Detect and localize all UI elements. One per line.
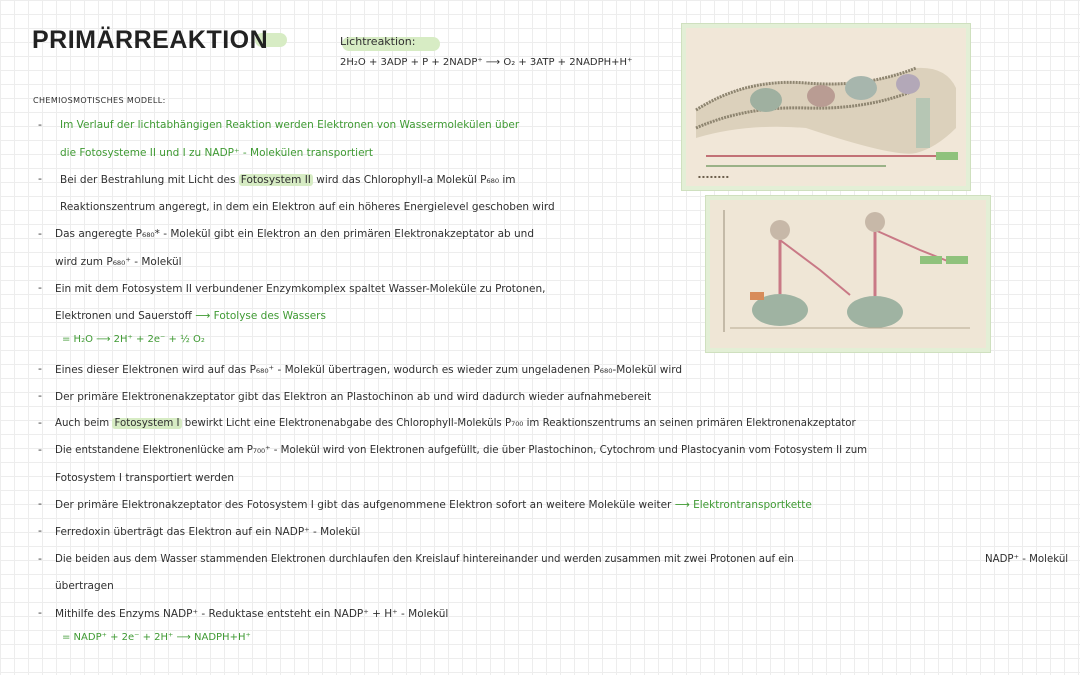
bullet-marker: - xyxy=(38,118,42,131)
text-line-12a: Auch beim xyxy=(55,418,110,429)
lichtreaktion-equation: 2H₂O + 3ADP + P + 2NADP⁺ ⟶ O₂ + 3ATP + 2NADPH+H⁺ xyxy=(340,57,633,68)
text-line-17a: Die beiden aus dem Wasser stammenden Elektronen durchlaufen den Kreislauf hintereinander und werden zusammen mit zwei Protonen auf ein xyxy=(55,554,794,565)
text-line-11: Der primäre Elektronenakzeptator gibt das Elektron an Plastochinon ab und wird dadurch wieder aufnahmebereit xyxy=(55,391,652,403)
bullet-marker: - xyxy=(38,497,42,510)
fotosystem-1-highlight: Fotosystem I xyxy=(114,418,180,429)
text-line-15 xyxy=(55,499,812,511)
text-line-8b: ⟶ Fotolyse des Wassers xyxy=(195,310,326,322)
bullet-marker: - xyxy=(38,552,42,565)
bullet-marker: - xyxy=(38,606,42,619)
text-line-3 xyxy=(60,174,516,186)
bullet-marker: - xyxy=(38,416,42,429)
text-line-17 xyxy=(55,554,794,565)
text-line-19: Mithilfe des Enzyms NADP⁺ - Reduktase entsteht ein NADP⁺ + H⁺ - Molekül xyxy=(55,608,449,620)
fotosystem-2-highlight: Fotosystem II xyxy=(240,174,311,186)
text-line-15b: ⟶ Elektrontransportkette xyxy=(674,499,812,511)
text-line-15a: Der primäre Elektronakzeptator des Fotosystem I gibt das aufgenommene Elektron sofort an weitere Moleküle weiter xyxy=(55,499,672,511)
bullet-marker: - xyxy=(38,443,42,456)
text-line-18: übertragen xyxy=(55,580,114,592)
text-line-14: Fotosystem I transportiert werden xyxy=(55,472,234,484)
equation-fotolyse: = H₂O ⟶ 2H⁺ + 2e⁻ + ½ O₂ xyxy=(62,334,205,345)
section-heading: CHEMIOSMOTISCHES MODELL: xyxy=(33,96,166,105)
z-scheme-photo xyxy=(706,196,990,352)
bullet-marker: - xyxy=(38,281,42,294)
z-scheme-illustration xyxy=(710,200,986,348)
thylakoid-membrane-illustration xyxy=(686,28,966,186)
bullet-marker: - xyxy=(38,172,42,185)
text-line-10: Eines dieser Elektronen wird auf das P₆₈₀⁺ - Molekül übertragen, wodurch es wieder zum ungeladenen P₆₈₀-Molekül wird xyxy=(55,364,683,376)
text-line-16: Ferredoxin überträgt das Elektron auf ein NADP⁺ - Molekül xyxy=(55,526,361,538)
text-line-3a: Bei der Bestrahlung mit Licht des xyxy=(60,174,236,186)
text-line-2: die Fotosysteme II und I zu NADP⁺ - Molekülen transportiert xyxy=(60,147,373,159)
text-line-12 xyxy=(55,418,856,429)
bullet-marker: - xyxy=(38,524,42,537)
bullet-marker: - xyxy=(38,227,42,240)
text-line-12c: bewirkt Licht eine Elektronenabgabe des Chlorophyll-Moleküls P₇₀₀ im Reaktionszentrums an seinen primären Elektronenakzeptator xyxy=(184,418,856,429)
lichtreaktion-label: Lichtreaktion: xyxy=(340,35,416,48)
text-line-13: Die entstandene Elektronenlücke am P₇₀₀⁺ - Molekül wird von Elektronen aufgefüllt, die über Plastochinon, Cytochrom und Plastocyanin vom Fotosystem II zum xyxy=(55,445,868,456)
text-line-8a: Elektronen und Sauerstoff xyxy=(55,310,192,322)
text-line-8 xyxy=(55,310,326,322)
text-line-5: Das angeregte P₆₈₀* - Molekül gibt ein Elektron an den primären Elektronakzeptator ab und xyxy=(55,228,534,240)
svg-text:▪ ▪ ▪ ▪ ▪ ▪ ▪ ▪: ▪ ▪ ▪ ▪ ▪ ▪ ▪ ▪ xyxy=(698,174,729,179)
bullet-marker: - xyxy=(38,389,42,402)
text-line-1: Im Verlauf der lichtabhängigen Reaktion werden Elektronen von Wassermolekülen über xyxy=(60,119,520,131)
bullet-marker: - xyxy=(38,362,42,375)
page-title: PRIMÄRREAKTION xyxy=(32,26,269,54)
text-line-7: Ein mit dem Fotosystem II verbundener Enzymkomplex spaltet Wasser-Moleküle zu Protonen, xyxy=(55,283,546,295)
text-line-4: Reaktionszentrum angeregt, in dem ein Elektron auf ein höheres Energielevel geschoben wird xyxy=(60,201,555,213)
text-line-3c: wird das Chlorophyll-a Molekül P₆₈₀ im xyxy=(316,174,516,186)
thylakoid-membrane-photo xyxy=(682,24,970,190)
text-line-6: wird zum P₆₈₀⁺ - Molekül xyxy=(55,256,182,268)
equation-nadph: = NADP⁺ + 2e⁻ + 2H⁺ ⟶ NADPH+H⁺ xyxy=(62,632,251,643)
text-line-17b: NADP⁺ - Molekül xyxy=(985,554,1069,565)
